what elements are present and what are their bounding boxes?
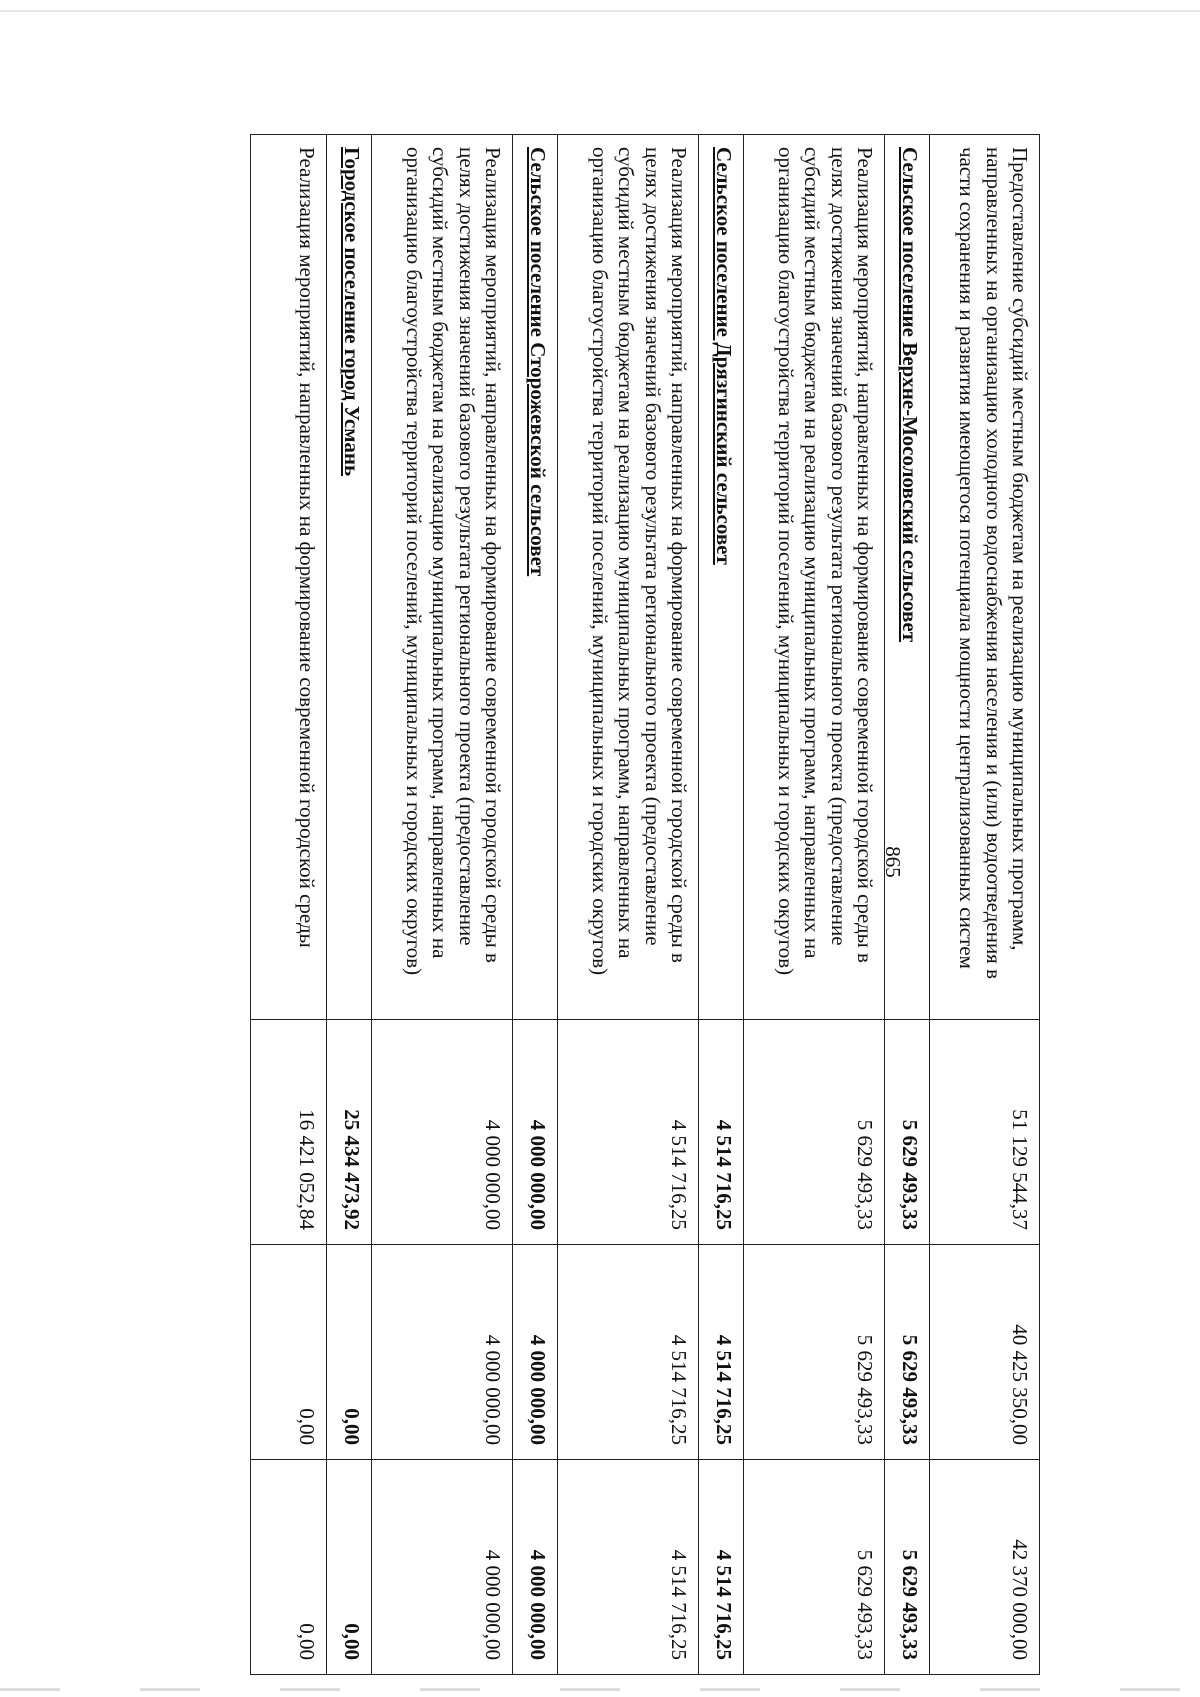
- table-row-section: [885, 135, 930, 1675]
- row-description: Реализация мероприятий, направленных на формирование современной городской среды в целях достижения значений базового результата регионального проекта (предоставление субсидий местным бюджетам на реализацию муниципальных программ, направленных на организацию благоустройства территорий поселений, муниципальных и городских округов): [744, 135, 885, 1020]
- section-amount-3: 4 514 716,25: [699, 1460, 744, 1675]
- table-row: [744, 135, 885, 1675]
- section-amount-2: 0,00: [327, 1245, 372, 1460]
- section-amount-1: 25 434 473,92: [327, 1020, 372, 1245]
- table-row-section: [513, 135, 558, 1675]
- row-amount-2: 0,00: [251, 1245, 327, 1460]
- table-row: [372, 135, 513, 1675]
- row-amount-3: 5 629 493,33: [744, 1460, 885, 1675]
- row-description: Предоставление субсидий местным бюджетам на реализацию муниципальных программ, направленных на организацию холодного водоснабжения населения и (или) водоотведения в части сохранения и развития имеющегося потенциала мощности централизованных систем: [930, 135, 1040, 1020]
- row-amount-1: 51 129 544,37: [930, 1020, 1040, 1245]
- section-amount-3: 5 629 493,33: [885, 1460, 930, 1675]
- section-amount-1: 4 514 716,25: [699, 1020, 744, 1245]
- table-row-section: [327, 135, 372, 1675]
- row-amount-2: 4 514 716,25: [558, 1245, 699, 1460]
- section-amount-3: 4 000 000,00: [513, 1460, 558, 1675]
- scan-edge-bottom: [0, 1688, 1200, 1691]
- row-amount-1: 5 629 493,33: [744, 1020, 885, 1245]
- section-heading: Сельское поселение Дрязгинский сельсовет: [699, 135, 744, 1020]
- row-description: Реализация мероприятий, направленных на формирование современной городской среды: [251, 135, 327, 1020]
- table-row: [251, 135, 327, 1675]
- section-amount-2: 4 514 716,25: [699, 1245, 744, 1460]
- row-amount-2: 40 425 350,00: [930, 1245, 1040, 1460]
- section-amount-1: 5 629 493,33: [885, 1020, 930, 1245]
- row-amount-2: 4 000 000,00: [372, 1245, 513, 1460]
- table-row: [930, 135, 1040, 1675]
- section-amount-3: 0,00: [327, 1460, 372, 1675]
- row-amount-3: 0,00: [251, 1460, 327, 1675]
- page-number: 865: [881, 846, 905, 878]
- row-amount-2: 5 629 493,33: [744, 1245, 885, 1460]
- section-heading: Сельское поселение Сторожевской сельсовет: [513, 135, 558, 1020]
- section-amount-1: 4 000 000,00: [513, 1020, 558, 1245]
- row-description: Реализация мероприятий, направленных на формирование современной городской среды в целях достижения значений базового результата регионального проекта (предоставление субсидий местным бюджетам на реализацию муниципальных программ, направленных на организацию благоустройства территорий поселений, муниципальных и городских округов): [558, 135, 699, 1020]
- row-amount-3: 4 514 716,25: [558, 1460, 699, 1675]
- section-heading: Сельское поселение Верхне-Мосоловский сельсовет: [885, 135, 930, 1020]
- section-amount-2: 4 000 000,00: [513, 1245, 558, 1460]
- budget-table: [250, 134, 1040, 1675]
- scan-edge-top: [0, 10, 1200, 12]
- row-amount-1: 4 514 716,25: [558, 1020, 699, 1245]
- row-amount-3: 42 370 000,00: [930, 1460, 1040, 1675]
- section-amount-2: 5 629 493,33: [885, 1245, 930, 1460]
- table-row-section: [699, 135, 744, 1675]
- row-description: Реализация мероприятий, направленных на формирование современной городской среды в целях достижения значений базового результата регионального проекта (предоставление субсидий местным бюджетам на реализацию муниципальных программ, направленных на организацию благоустройства территорий поселений, муниципальных и городских округов): [372, 135, 513, 1020]
- table-row: [558, 135, 699, 1675]
- section-heading: Городское поселение город Усмань: [327, 135, 372, 1020]
- row-amount-1: 4 000 000,00: [372, 1020, 513, 1245]
- row-amount-3: 4 000 000,00: [372, 1460, 513, 1675]
- row-amount-1: 16 421 052,84: [251, 1020, 327, 1245]
- rotated-table-wrapper: [250, 134, 1040, 1674]
